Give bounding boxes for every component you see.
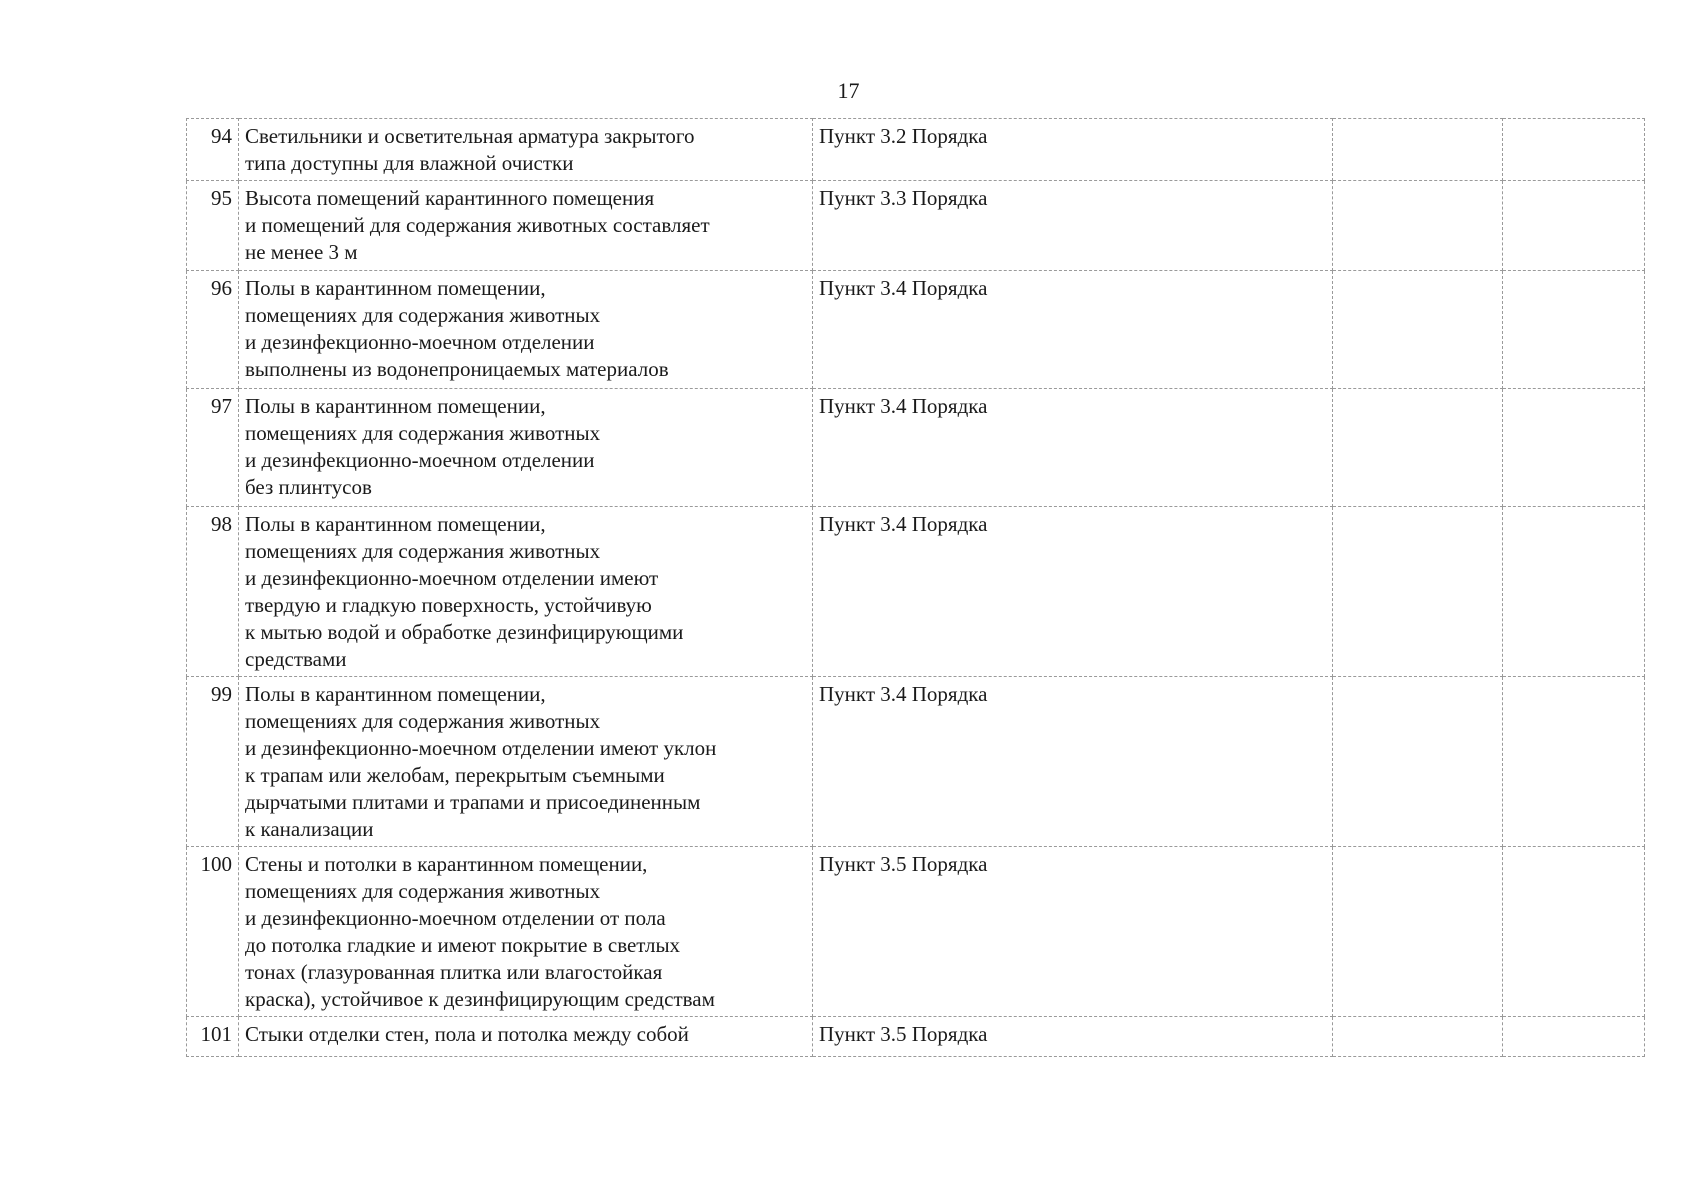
- requirement-line: выполнены из водонепроницаемых материалов: [245, 357, 669, 381]
- requirement-line: помещениях для содержания животных: [245, 303, 601, 327]
- reference-cell: [813, 271, 1333, 389]
- empty-cell: [1333, 847, 1503, 1017]
- requirement-line: помещениях для содержания животных: [245, 421, 601, 445]
- requirement-line: к мытью водой и обработке дезинфицирующими: [245, 620, 684, 644]
- row-number: 99: [187, 677, 239, 847]
- empty-cell: [1503, 1017, 1645, 1057]
- reference-text: Пункт 3.4 Порядка: [819, 512, 988, 536]
- reference-text: Пункт 3.5 Порядка: [819, 1022, 988, 1046]
- requirement-line: и дезинфекционно-моечном отделении: [245, 448, 595, 472]
- requirement-line: твердую и гладкую поверхность, устойчивую: [245, 593, 652, 617]
- reference-cell: [813, 507, 1333, 677]
- reference-cell: [813, 1017, 1333, 1057]
- reference-cell: [813, 847, 1333, 1017]
- requirement-line: Полы в карантинном помещении,: [245, 276, 546, 300]
- requirement-line: помещениях для содержания животных: [245, 879, 601, 903]
- requirement-line: Светильники и осветительная арматура закрытого: [245, 124, 695, 148]
- empty-cell: [1333, 181, 1503, 271]
- requirement-line: и дезинфекционно-моечном отделении имеют: [245, 566, 659, 590]
- requirement-line: помещениях для содержания животных: [245, 539, 601, 563]
- requirement-line: без плинтусов: [245, 475, 372, 499]
- empty-cell: [1333, 119, 1503, 181]
- table-row: [187, 389, 1645, 507]
- requirement-line: и помещений для содержания животных составляет: [245, 213, 710, 237]
- requirement-line: и дезинфекционно-моечном отделении: [245, 330, 595, 354]
- empty-cell: [1333, 271, 1503, 389]
- requirement-text: [239, 181, 813, 271]
- requirement-line: не менее 3 м: [245, 240, 358, 264]
- requirement-line: Полы в карантинном помещении,: [245, 394, 546, 418]
- empty-cell: [1503, 389, 1645, 507]
- empty-cell: [1333, 1017, 1503, 1057]
- empty-cell: [1503, 677, 1645, 847]
- reference-cell: [813, 119, 1333, 181]
- empty-cell: [1503, 271, 1645, 389]
- requirement-line: тонах (глазурованная плитка или влагостойкая: [245, 960, 663, 984]
- page-number: 17: [837, 78, 860, 103]
- table-row: [187, 181, 1645, 271]
- reference-text: Пункт 3.2 Порядка: [819, 124, 988, 148]
- reference-text: Пункт 3.5 Порядка: [819, 852, 988, 876]
- requirement-line: Стыки отделки стен, пола и потолка между собой: [245, 1022, 689, 1046]
- requirement-line: средствами: [245, 647, 347, 671]
- requirement-line: Полы в карантинном помещении,: [245, 512, 546, 536]
- row-number: 95: [187, 181, 239, 271]
- reference-cell: [813, 677, 1333, 847]
- requirement-text: [239, 271, 813, 389]
- requirement-line: и дезинфекционно-моечном отделении имеют уклон: [245, 736, 717, 760]
- requirement-line: Стены и потолки в карантинном помещении,: [245, 852, 648, 876]
- requirement-text: [239, 1017, 813, 1057]
- row-number: 101: [187, 1017, 239, 1057]
- requirement-line: дырчатыми плитами и трапами и присоединенным: [245, 790, 701, 814]
- empty-cell: [1503, 181, 1645, 271]
- reference-text: Пункт 3.4 Порядка: [819, 276, 988, 300]
- reference-text: Пункт 3.3 Порядка: [819, 186, 988, 210]
- reference-text: Пункт 3.4 Порядка: [819, 394, 988, 418]
- requirement-text: [239, 119, 813, 181]
- table-row: [187, 119, 1645, 181]
- row-number: 97: [187, 389, 239, 507]
- empty-cell: [1503, 847, 1645, 1017]
- requirement-line: и дезинфекционно-моечном отделении от пола: [245, 906, 666, 930]
- table-row: [187, 271, 1645, 389]
- requirement-line: помещениях для содержания животных: [245, 709, 601, 733]
- empty-cell: [1333, 677, 1503, 847]
- empty-cell: [1503, 507, 1645, 677]
- requirement-text: [239, 847, 813, 1017]
- table-row: [187, 507, 1645, 677]
- table-row: [187, 847, 1645, 1017]
- row-number: 96: [187, 271, 239, 389]
- requirement-text: [239, 677, 813, 847]
- reference-cell: [813, 389, 1333, 507]
- requirement-line: краска), устойчивое к дезинфицирующим средствам: [245, 987, 715, 1011]
- requirement-text: [239, 389, 813, 507]
- requirements-table: [186, 118, 1645, 1057]
- requirement-text: [239, 507, 813, 677]
- requirement-line: к трапам или желобам, перекрытым съемными: [245, 763, 665, 787]
- empty-cell: [1333, 507, 1503, 677]
- requirement-line: к канализации: [245, 817, 374, 841]
- row-number: 94: [187, 119, 239, 181]
- empty-cell: [1503, 119, 1645, 181]
- reference-text: Пункт 3.4 Порядка: [819, 682, 988, 706]
- requirement-line: Полы в карантинном помещении,: [245, 682, 546, 706]
- requirement-line: до потолка гладкие и имеют покрытие в светлых: [245, 933, 681, 957]
- requirement-line: Высота помещений карантинного помещения: [245, 186, 655, 210]
- reference-cell: [813, 181, 1333, 271]
- row-number: 98: [187, 507, 239, 677]
- row-number: 100: [187, 847, 239, 1017]
- requirement-line: типа доступны для влажной очистки: [245, 151, 574, 175]
- empty-cell: [1333, 389, 1503, 507]
- table-row: [187, 1017, 1645, 1057]
- table-row: [187, 677, 1645, 847]
